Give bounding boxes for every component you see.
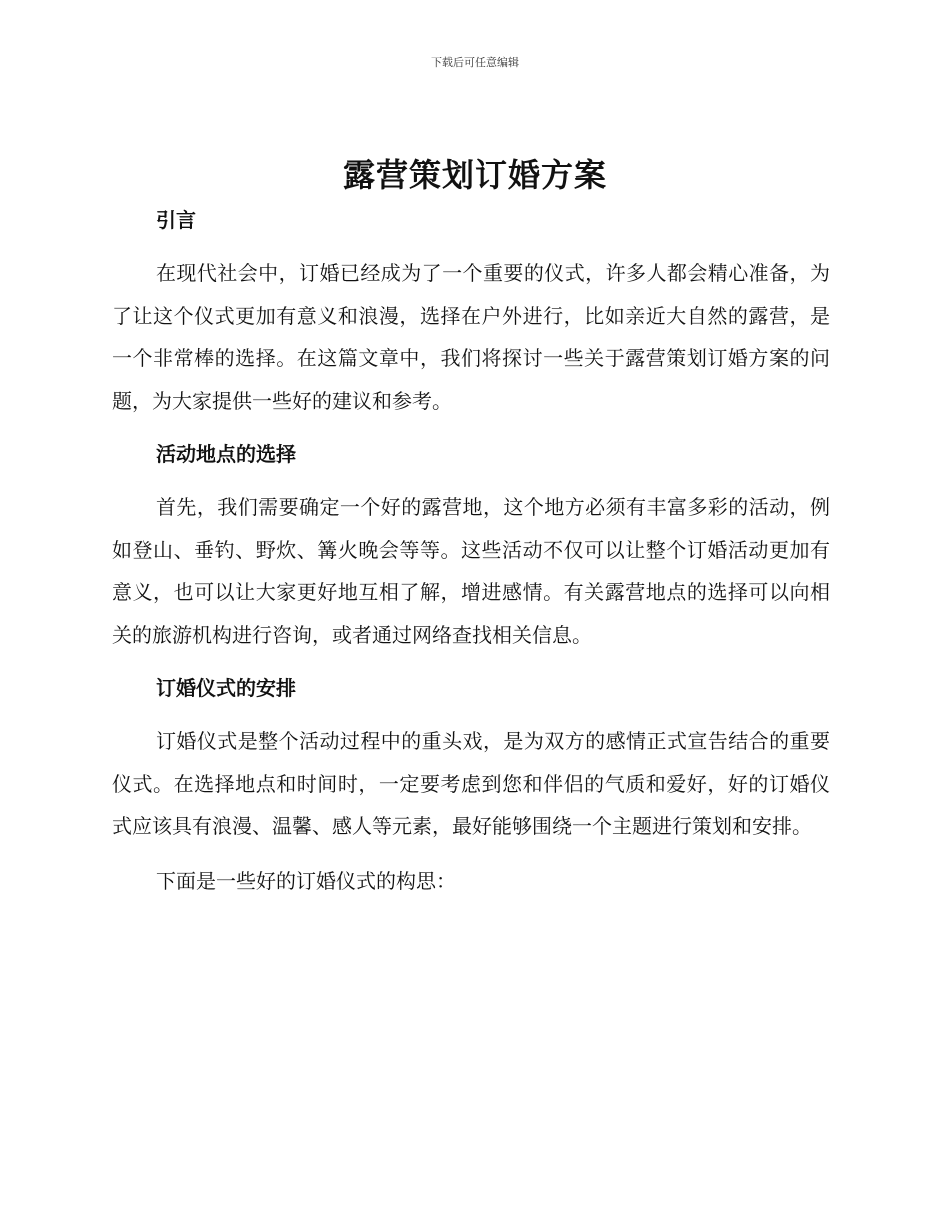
document-title: 露营策划订婚方案 <box>342 156 607 194</box>
location-paragraph: 首先，我们需要确定一个好的露营地，这个地方必须有丰富多彩的活动，例如登山、垂钓、野炊、篝火晚会等等。这些活动不仅可以让整个订婚活动更加有意义，也可以让大家更好地互相了解，增进感情。有关露营地点的选择可以向相关的旅游机构进行咨询，或者通过网络查找相关信息。 <box>112 495 830 647</box>
document-body <box>112 200 830 902</box>
section-heading-location: 活动地点的选择 <box>156 442 296 466</box>
section-heading-intro: 引言 <box>156 208 196 232</box>
intro-paragraph: 在现代社会中，订婚已经成为了一个重要的仪式，许多人都会精心准备，为了让这个仪式更加有意义和浪漫，选择在户外进行，比如亲近大自然的露营，是一个非常棒的选择。在这篇文章中，我们将探讨一些关于露营策划订婚方案的问题，为大家提供一些好的建议和参考。 <box>112 261 830 413</box>
ceremony-paragraph: 订婚仪式是整个活动过程中的重头戏，是为双方的感情正式宣告结合的重要仪式。在选择地点和时间时，一定要考虑到您和伴侣的气质和爱好，好的订婚仪式应该具有浪漫、温馨、感人等元素，最好能够围绕一个主题进行策划和安排。 <box>112 729 830 838</box>
section-heading-ceremony: 订婚仪式的安排 <box>156 676 296 700</box>
header-note: 下载后可任意编辑 <box>431 56 519 69</box>
ceremony-ideas-intro: 下面是一些好的订婚仪式的构思： <box>156 868 456 893</box>
